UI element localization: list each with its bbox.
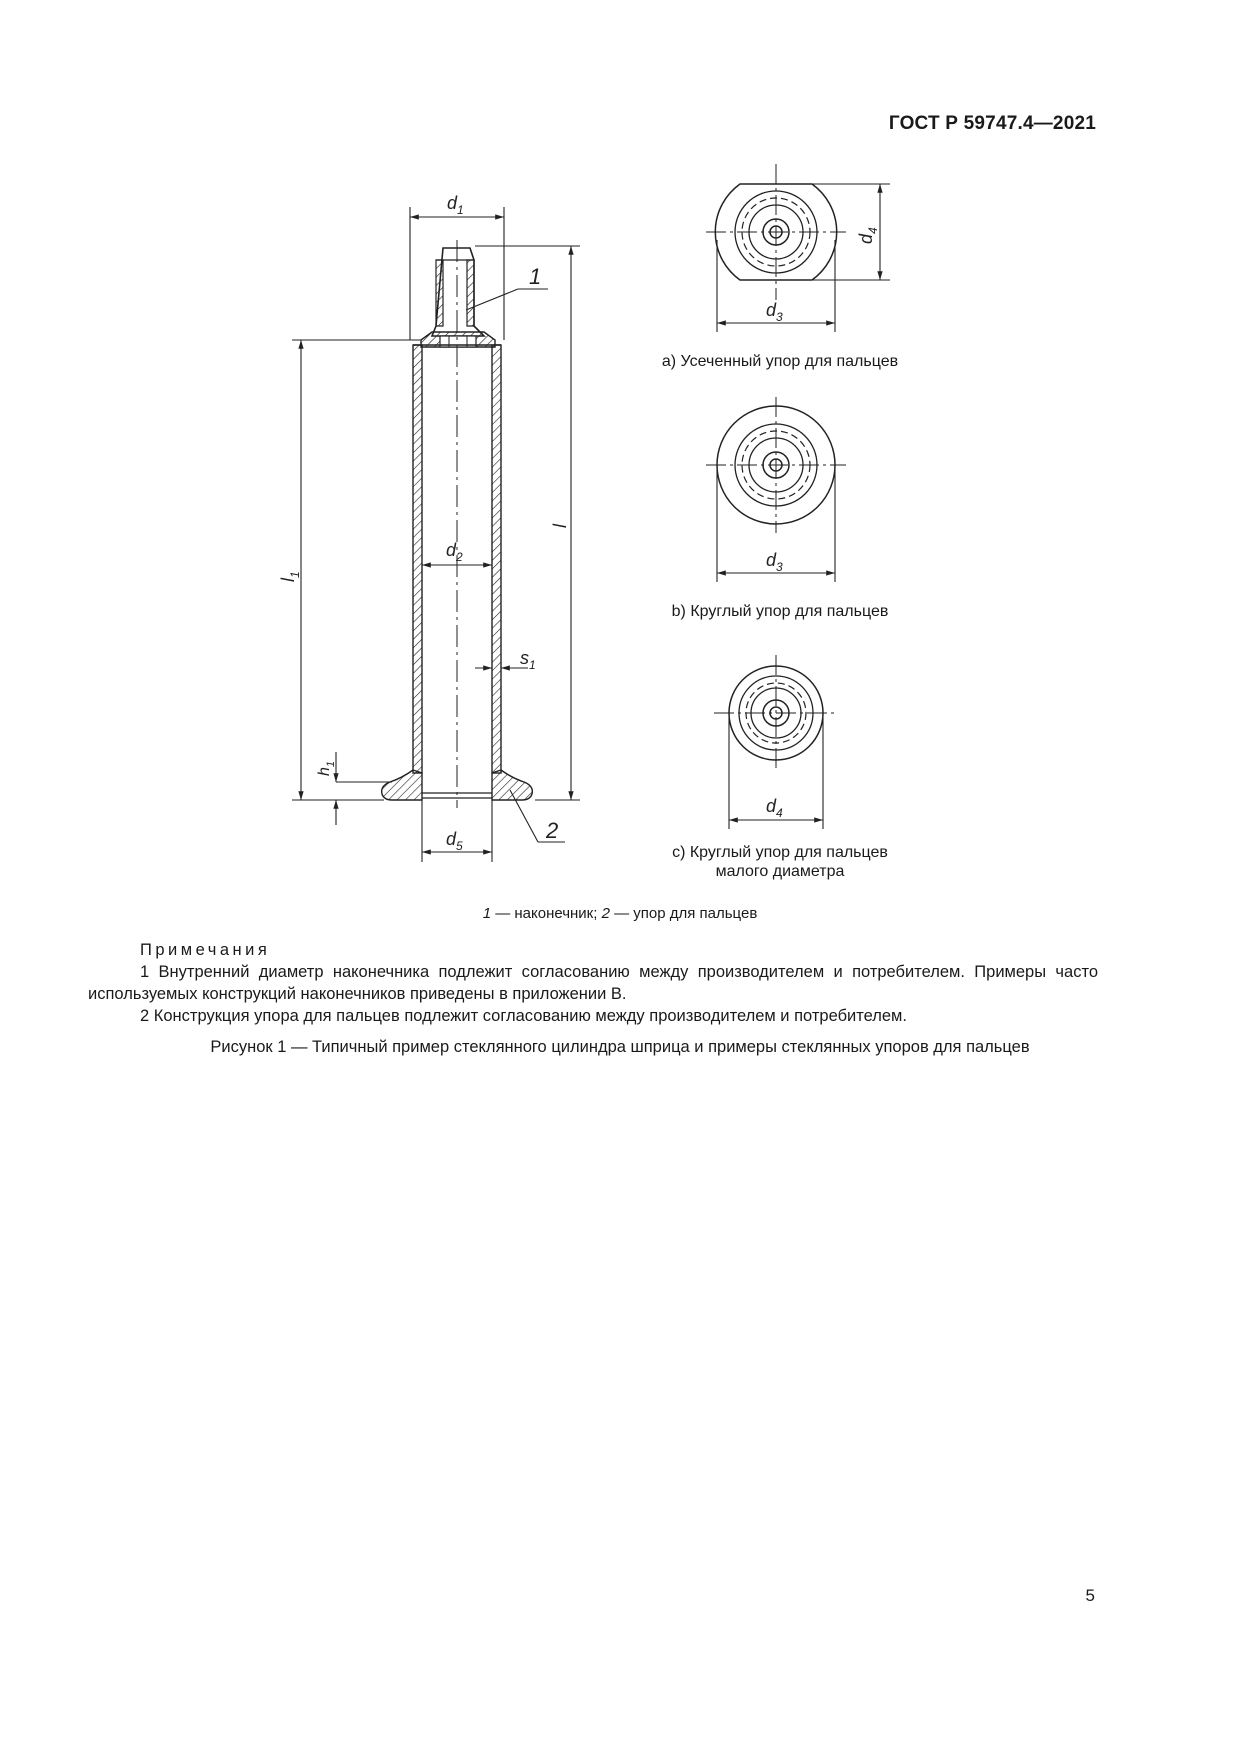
- label-h1: $h_1$: [316, 760, 337, 776]
- legend-number-1: 1: [482, 905, 492, 922]
- page-number: 5: [1085, 1586, 1095, 1605]
- callout-1: 1: [529, 264, 542, 289]
- main-dimension-labels: [278, 193, 570, 853]
- label-d3-a: $d_3$: [766, 300, 783, 324]
- label-l1: $l_1$: [278, 571, 302, 582]
- subcaption-b: b) Круглый упор для пальцев: [671, 603, 889, 620]
- label-d2: $d_2$: [446, 540, 463, 564]
- note-2: 2 Конструкция упора для пальцев подлежит согласованию между производителем и потребителем.: [140, 1007, 907, 1025]
- subcaption-c-line1: c) Круглый упор для пальцев: [672, 844, 888, 861]
- label-d3-b: $d_3$: [766, 550, 783, 574]
- label-l: l: [550, 524, 570, 528]
- figure-caption: Рисунок 1 — Типичный пример стеклянного цилиндра шприца и примеры стеклянных упоров для пальцев: [210, 1038, 1030, 1056]
- subcaption-c-line2: малого диаметра: [715, 863, 845, 880]
- subcaption-a: a) Усеченный упор для пальцев: [661, 353, 899, 370]
- callout-2: 2: [546, 818, 559, 843]
- label-d4-c: $d_4$: [766, 796, 783, 820]
- document-standard-number: ГОСТ Р 59747.4—2021: [888, 113, 1096, 134]
- view-a-truncated-flange: [706, 164, 890, 332]
- label-d4-a: $d_4$: [856, 227, 880, 244]
- label-d5: $d_5$: [446, 829, 463, 853]
- notes-title: Примечания: [140, 941, 271, 959]
- legend-text-1: — наконечник;: [491, 905, 602, 922]
- legend-number-2: 2: [601, 905, 610, 922]
- syringe-barrel-section: [382, 240, 533, 808]
- label-s1: $s_1$: [520, 648, 536, 672]
- label-d1: $d_1$: [447, 193, 464, 217]
- legend-text-2: — упор для пальцев: [609, 905, 758, 922]
- note-1: 1 Внутренний диаметр наконечника подлежит согласованию между производителем и потребителем. Примеры часто используемых конструкций наконечников приведены в приложении В.: [88, 963, 1098, 1003]
- figure-legend: [0, 905, 1240, 922]
